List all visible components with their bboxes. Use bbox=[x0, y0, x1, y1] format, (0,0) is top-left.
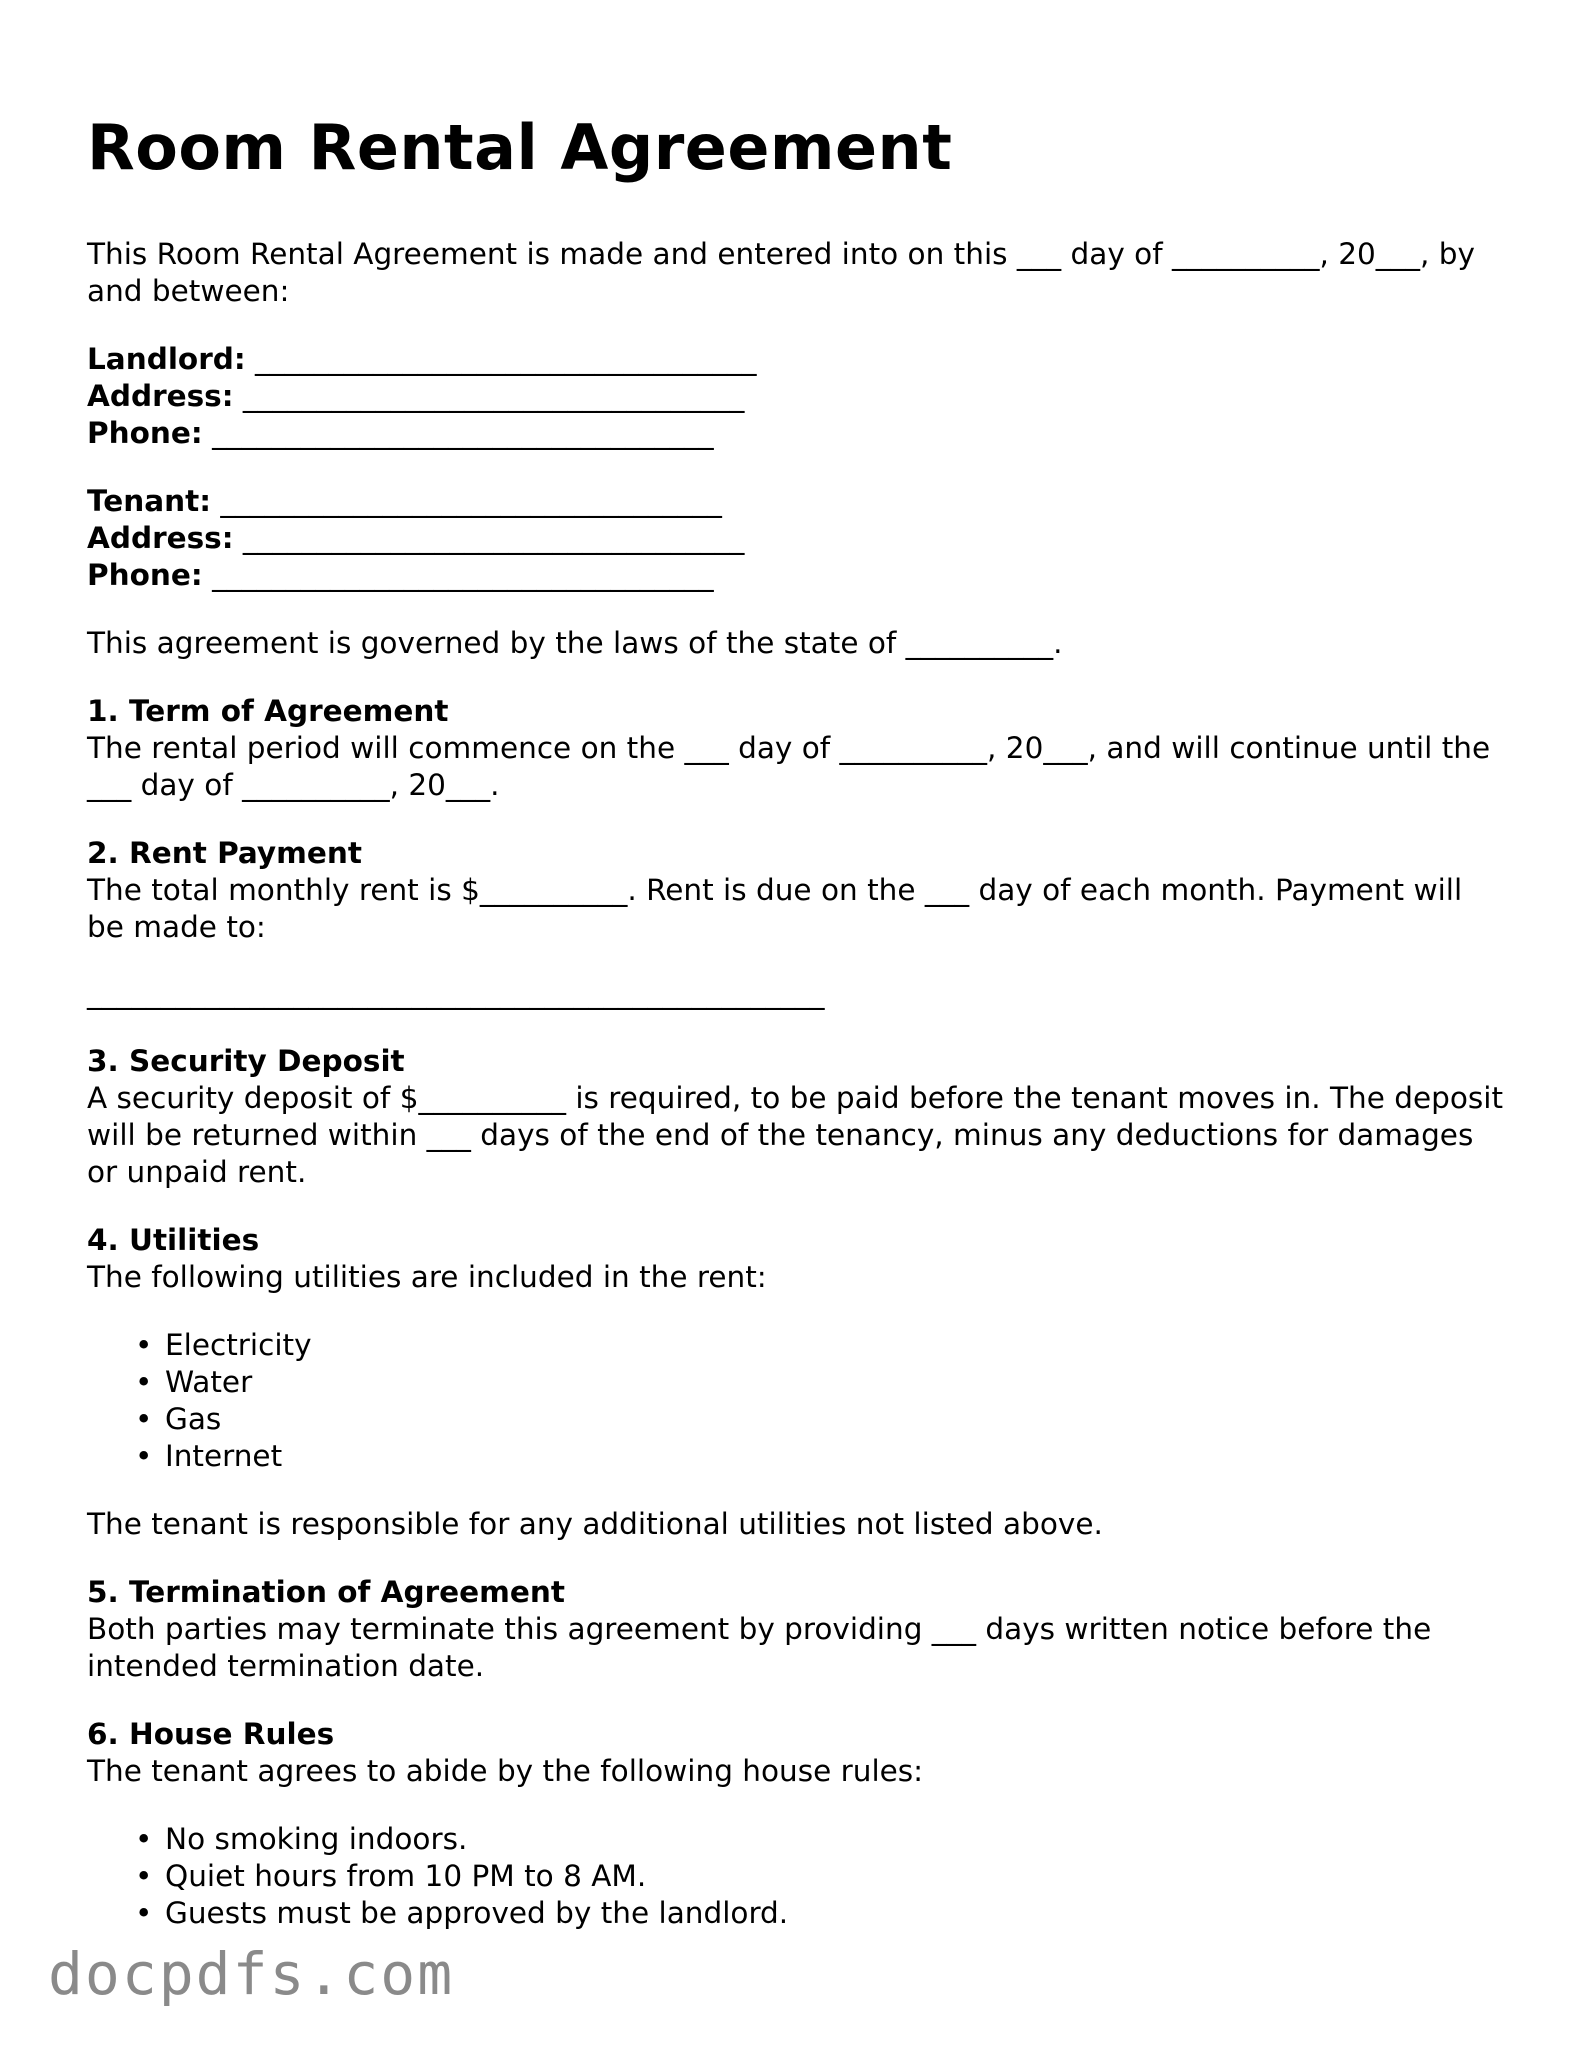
section-body: The rental period will commence on the ___ day of __________, 20___, and will continue until the ___ day of __________, 20___. bbox=[87, 731, 1491, 802]
section-heading: 1. Term of Agreement bbox=[87, 694, 449, 728]
document-title: Room Rental Agreement bbox=[87, 111, 953, 184]
document-page bbox=[87, 104, 1507, 1963]
section-termination bbox=[87, 1574, 1507, 1685]
utilities-list bbox=[87, 1327, 1507, 1475]
tenant-phone-label: Phone: bbox=[87, 558, 203, 592]
section-heading: 3. Security Deposit bbox=[87, 1044, 405, 1078]
section-heading: 2. Rent Payment bbox=[87, 836, 363, 870]
intro-paragraph: This Room Rental Agreement is made and entered into on this ___ day of __________, 20___, by and between: bbox=[87, 237, 1475, 308]
landlord-phone-row bbox=[87, 415, 1507, 452]
landlord-name-row bbox=[87, 341, 1507, 378]
tenant-address-label: Address: bbox=[87, 521, 234, 555]
tenant-label: Tenant: bbox=[87, 484, 212, 518]
site-watermark: docpdfs.com bbox=[48, 1940, 455, 2008]
section-body: A security deposit of $__________ is required, to be paid before the tenant moves in. The deposit will be returned within ___ days of the end of the tenancy, minus any deductions for damages or unpaid rent. bbox=[87, 1081, 1504, 1189]
landlord-block bbox=[87, 341, 1507, 452]
payee-blank-line: __________________________________________________ bbox=[87, 976, 825, 1010]
list-item: • Gas bbox=[165, 1401, 1507, 1438]
section-body: The total monthly rent is $__________. Rent is due on the ___ day of each month. Payment will be made to: bbox=[87, 873, 1463, 944]
tenant-address-field: __________________________________ bbox=[233, 521, 745, 555]
landlord-name-field: __________________________________ bbox=[245, 342, 757, 376]
list-item: • Electricity bbox=[165, 1327, 1507, 1364]
list-item: • No smoking indoors. bbox=[165, 1821, 1507, 1858]
landlord-phone-field: __________________________________ bbox=[202, 416, 714, 450]
tenant-phone-row bbox=[87, 557, 1507, 594]
landlord-address-field: __________________________________ bbox=[233, 379, 745, 413]
landlord-label: Landlord: bbox=[87, 342, 246, 376]
tenant-block bbox=[87, 483, 1507, 594]
section-rent-payment bbox=[87, 835, 1507, 1012]
section-term bbox=[87, 693, 1507, 804]
list-item: • Guests must be approved by the landlord. bbox=[165, 1895, 1507, 1932]
list-item: • Water bbox=[165, 1364, 1507, 1401]
section-body: The following utilities are included in the rent: bbox=[87, 1260, 767, 1294]
tenant-name-row bbox=[87, 483, 1507, 520]
tenant-name-field: __________________________________ bbox=[211, 484, 722, 518]
utilities-note: The tenant is responsible for any additional utilities not listed above. bbox=[87, 1507, 1103, 1541]
governing-law-paragraph: This agreement is governed by the laws of the state of __________. bbox=[87, 626, 1063, 660]
landlord-address-label: Address: bbox=[87, 379, 234, 413]
section-heading: 4. Utilities bbox=[87, 1223, 260, 1257]
section-security-deposit bbox=[87, 1043, 1507, 1191]
section-body: Both parties may terminate this agreement by providing ___ days written notice before the intended termination date. bbox=[87, 1612, 1432, 1683]
landlord-address-row bbox=[87, 378, 1507, 415]
section-house-rules bbox=[87, 1716, 1507, 1932]
section-body: The tenant agrees to abide by the following house rules: bbox=[87, 1754, 924, 1788]
house-rules-list bbox=[87, 1821, 1507, 1932]
section-heading: 5. Termination of Agreement bbox=[87, 1575, 566, 1609]
section-utilities bbox=[87, 1222, 1507, 1543]
tenant-phone-field: __________________________________ bbox=[202, 558, 714, 592]
section-heading: 6. House Rules bbox=[87, 1717, 335, 1751]
list-item: • Quiet hours from 10 PM to 8 AM. bbox=[165, 1858, 1507, 1895]
list-item: • Internet bbox=[165, 1438, 1507, 1475]
landlord-phone-label: Phone: bbox=[87, 416, 203, 450]
tenant-address-row bbox=[87, 520, 1507, 557]
